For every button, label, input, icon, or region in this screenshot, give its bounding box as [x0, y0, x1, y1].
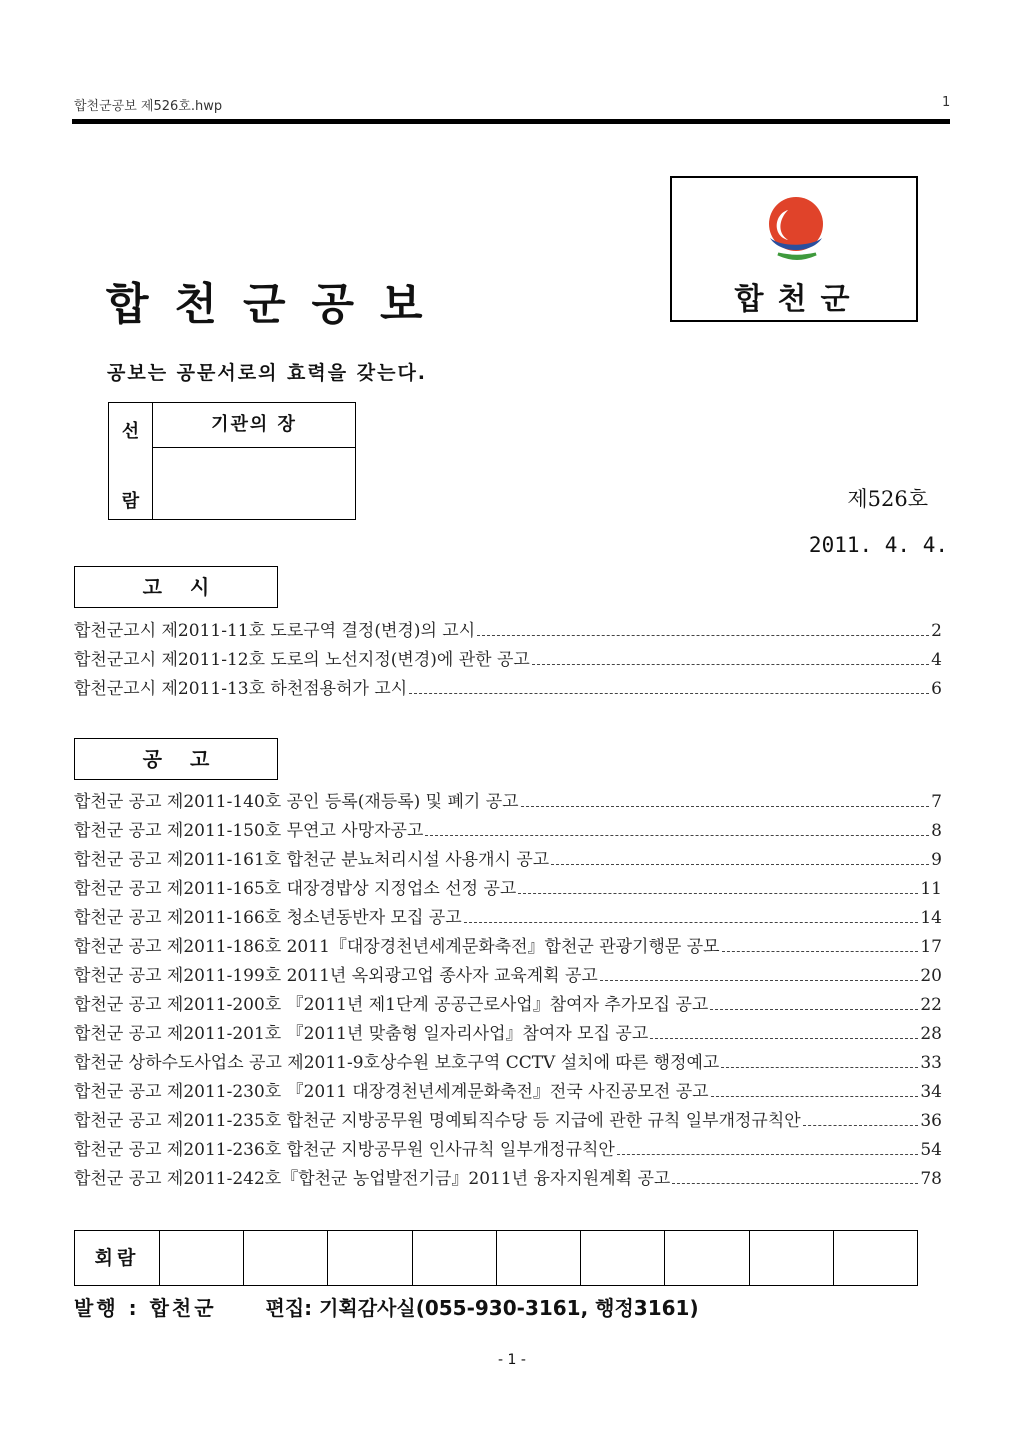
toc-leader	[722, 951, 919, 952]
toc-entry-title: 합천군 상하수도사업소 공고 제2011-9호상수원 보호구역 CCTV 설치에 따른 행정예고	[74, 1053, 720, 1073]
circulation-label-column	[109, 403, 153, 519]
header-rule	[72, 119, 950, 124]
toc-entry-page: 14	[920, 908, 942, 928]
toc-leader	[711, 1096, 919, 1097]
toc-leader	[721, 1067, 918, 1068]
toc-entry[interactable]	[74, 816, 942, 845]
county-emblem-icon	[758, 194, 834, 270]
toc-entry-title: 합천군 공고 제2011-165호 대장경밥상 지정업소 선정 공고	[74, 879, 517, 899]
page-title: 합천군공보	[106, 279, 449, 330]
toc-leader	[617, 1154, 919, 1155]
toc-leader	[551, 864, 929, 865]
toc-entry[interactable]	[74, 1019, 942, 1048]
toc-entry-page: 22	[920, 995, 942, 1015]
review-cell	[834, 1231, 917, 1285]
toc-entry-title: 합천군 공고 제2011-235호 합천군 지방공무원 명예퇴직수당 등 지급에 관한 규칙 일부개정규칙안	[74, 1111, 801, 1131]
toc-entry-title: 합천군 공고 제2011-242호『합천군 농업발전기금』2011년 융자지원계획 공고	[74, 1169, 671, 1189]
toc-entry-title: 합천군 공고 제2011-201호 『2011년 맞춤형 일자리사업』참여자 모집 공고	[74, 1024, 649, 1044]
toc-entry[interactable]	[74, 616, 942, 645]
toc-leader	[521, 806, 930, 807]
review-label: 회람	[75, 1231, 160, 1285]
toc-entry[interactable]	[74, 845, 942, 874]
toc-entry-title: 합천군 공고 제2011-200호 『2011년 제1단계 공공근로사업』참여자 추가모집 공고	[74, 995, 709, 1015]
section-heading-announcements: 공고	[74, 738, 278, 780]
publisher: 발행 : 합천군	[74, 1296, 217, 1320]
toc-entry-page: 8	[931, 821, 942, 841]
toc-announcements	[74, 787, 942, 1193]
toc-entry-page: 54	[920, 1140, 942, 1160]
review-cell	[581, 1231, 665, 1285]
page-number: - 1 -	[498, 1352, 526, 1368]
toc-entry[interactable]	[74, 1077, 942, 1106]
review-cell	[750, 1231, 834, 1285]
publication-info	[74, 1292, 699, 1321]
toc-entry-page: 4	[931, 650, 942, 670]
toc-entry-title: 합천군 공고 제2011-166호 청소년동반자 모집 공고	[74, 908, 462, 928]
circulation-label-bottom: 람	[121, 491, 140, 512]
toc-entry-title: 합천군 공고 제2011-186호 2011『대장경천년세계문화축전』합천군 관광기행문 공모	[74, 937, 720, 957]
review-cell	[665, 1231, 749, 1285]
toc-entry[interactable]	[74, 1048, 942, 1077]
toc-entry-page: 28	[920, 1024, 942, 1044]
toc-entry-title: 합천군고시 제2011-13호 하천점용허가 고시	[74, 679, 408, 699]
toc-leader	[477, 635, 929, 636]
toc-notices	[74, 616, 942, 703]
toc-entry-title: 합천군 공고 제2011-150호 무연고 사망자공고	[74, 821, 424, 841]
toc-entry[interactable]	[74, 874, 942, 903]
toc-entry-title: 합천군 공고 제2011-230호 『2011 대장경천년세계문화축전』전국 사진공모전 공고	[74, 1082, 709, 1102]
toc-entry[interactable]	[74, 674, 942, 703]
toc-entry-title: 합천군고시 제2011-12호 도로의 노선지정(변경)에 관한 공고	[74, 650, 530, 670]
section-heading-notices: 고시	[74, 566, 278, 608]
toc-entry[interactable]	[74, 645, 942, 674]
toc-entry-title: 합천군 공고 제2011-140호 공인 등록(재등록) 및 폐기 공고	[74, 792, 519, 812]
toc-entry[interactable]	[74, 932, 942, 961]
review-cell	[497, 1231, 581, 1285]
toc-entry-page: 7	[931, 792, 942, 812]
review-table	[74, 1230, 918, 1286]
toc-entry-title: 합천군 공고 제2011-199호 2011년 옥외광고업 종사자 교육계획 공고	[74, 966, 598, 986]
toc-leader	[425, 835, 929, 836]
header-page-mark: 1	[942, 95, 951, 110]
toc-entry-title: 합천군 공고 제2011-161호 합천군 분뇨처리시설 사용개시 공고	[74, 850, 550, 870]
toc-entry-page: 2	[931, 621, 942, 641]
toc-entry-title: 합천군고시 제2011-11호 도로구역 결정(변경)의 고시	[74, 621, 476, 641]
toc-entry-page: 20	[920, 966, 942, 986]
toc-entry-page: 78	[920, 1169, 942, 1189]
toc-entry[interactable]	[74, 787, 942, 816]
toc-entry-page: 34	[920, 1082, 942, 1102]
toc-entry-title: 합천군 공고 제2011-236호 합천군 지방공무원 인사규칙 일부개정규칙안	[74, 1140, 615, 1160]
toc-entry-page: 6	[931, 679, 942, 699]
toc-leader	[600, 980, 919, 981]
editor: 편집: 기획감사실(055-930-3161, 행정3161)	[265, 1296, 699, 1320]
toc-entry-page: 33	[920, 1053, 942, 1073]
toc-entry-page: 36	[920, 1111, 942, 1131]
toc-entry-page: 17	[920, 937, 942, 957]
review-cell	[413, 1231, 497, 1285]
issue-number: 제526호	[847, 487, 928, 511]
toc-leader	[532, 664, 929, 665]
circulation-header: 기관의 장	[153, 403, 355, 448]
toc-leader	[710, 1009, 918, 1010]
toc-entry[interactable]	[74, 1106, 942, 1135]
toc-leader	[803, 1125, 919, 1126]
toc-leader	[409, 693, 929, 694]
review-cell	[244, 1231, 328, 1285]
toc-entry[interactable]	[74, 990, 942, 1019]
toc-entry-page: 11	[920, 879, 942, 899]
toc-leader	[672, 1183, 918, 1184]
issue-date: 2011. 4. 4.	[808, 533, 948, 557]
logo-text: 합천군	[734, 282, 864, 317]
review-cell	[160, 1231, 244, 1285]
toc-entry-page: 9	[931, 850, 942, 870]
circulation-label-top: 선	[121, 421, 140, 442]
toc-entry[interactable]	[74, 903, 942, 932]
toc-entry[interactable]	[74, 1135, 942, 1164]
toc-leader	[650, 1038, 918, 1039]
county-logo	[670, 176, 918, 322]
toc-leader	[518, 893, 918, 894]
review-cell	[328, 1231, 412, 1285]
toc-leader	[464, 922, 919, 923]
circulation-box	[108, 402, 356, 520]
page-subtitle: 공보는 공문서로의 효력을 갖는다.	[107, 362, 428, 384]
document-filename: 합천군공보 제526호.hwp	[74, 99, 223, 114]
toc-entry[interactable]	[74, 961, 942, 990]
toc-entry[interactable]	[74, 1164, 942, 1193]
